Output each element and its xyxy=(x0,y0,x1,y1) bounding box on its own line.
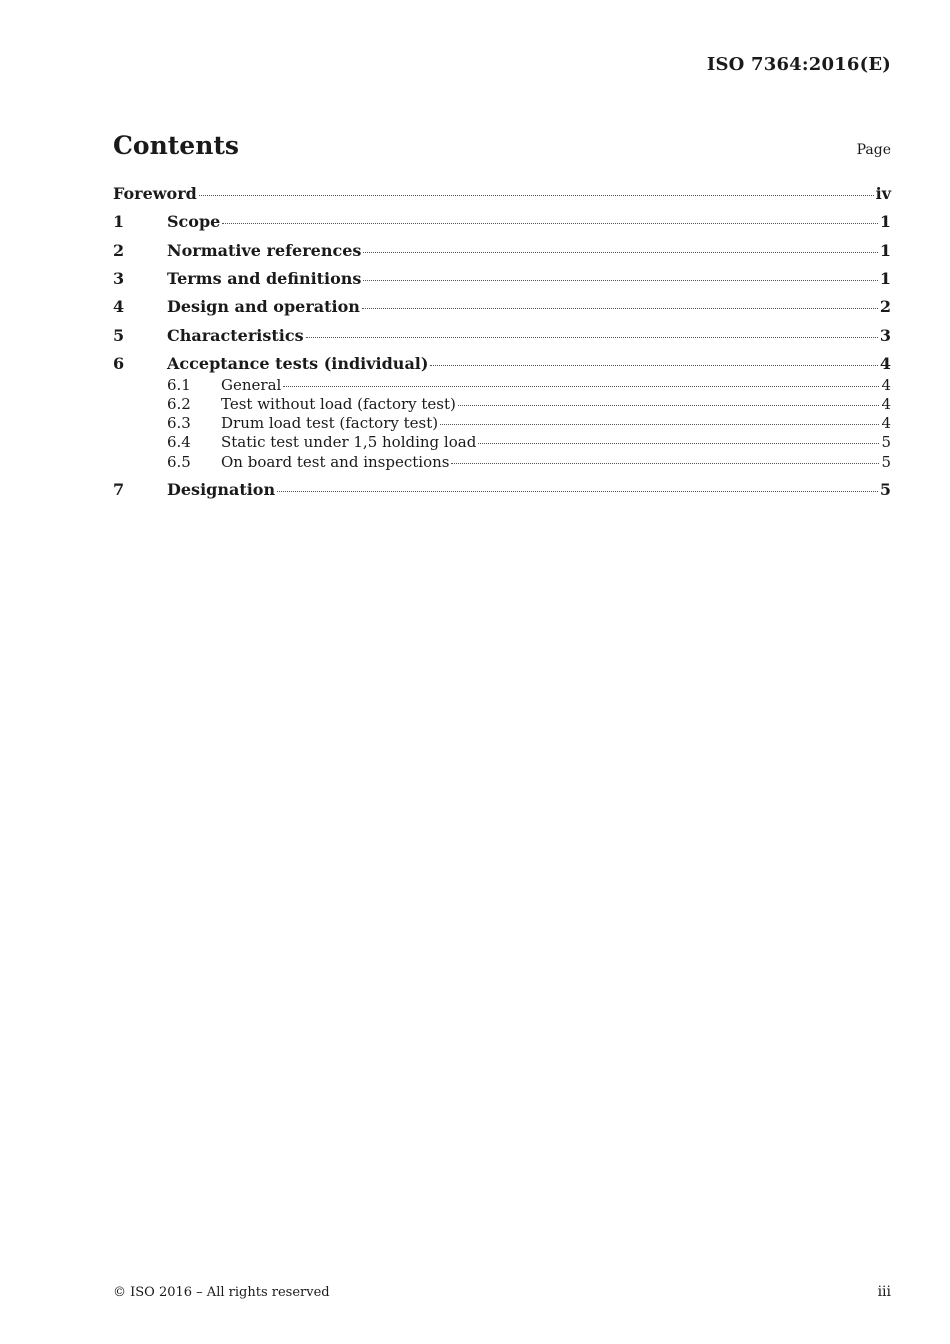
toc-entry-title: Acceptance tests (individual) xyxy=(167,354,429,373)
toc-entry-terms-and-definitions[interactable] xyxy=(113,269,891,288)
toc-entry-number: 6.4 xyxy=(167,433,191,451)
toc-entry-static-test[interactable] xyxy=(113,433,891,451)
toc-entry-number: 3 xyxy=(113,269,125,288)
toc-entry-characteristics[interactable] xyxy=(113,326,891,345)
toc-entry-title: Designation xyxy=(167,480,276,499)
toc-entry-title: Characteristics xyxy=(167,326,304,345)
toc-entry-page: 1 xyxy=(879,269,891,288)
toc-entry-page: 4 xyxy=(881,395,891,413)
document-id: ISO 7364:2016(E) xyxy=(706,54,891,75)
toc-leader-dots xyxy=(440,424,879,425)
page-column-label: Page xyxy=(856,142,891,158)
toc-entry-number: 6.1 xyxy=(167,376,191,394)
toc-entry-page: 1 xyxy=(879,241,891,260)
toc-entry-number: 5 xyxy=(113,326,125,345)
toc-entry-number: 6 xyxy=(113,354,125,373)
toc-entry-title: Drum load test (factory test) xyxy=(221,414,439,432)
toc-leader-dots xyxy=(277,491,878,492)
toc-entry-design-and-operation[interactable] xyxy=(113,297,891,316)
toc-entry-title: Foreword xyxy=(113,184,197,203)
toc-leader-dots xyxy=(283,386,879,387)
toc-entry-title: Test without load (factory test) xyxy=(221,395,456,413)
toc-entry-general[interactable] xyxy=(113,376,891,394)
copyright-notice: © ISO 2016 – All rights reserved xyxy=(113,1285,330,1300)
toc-leader-dots xyxy=(430,365,877,366)
toc-entry-foreword[interactable] xyxy=(113,184,891,203)
toc-leader-dots xyxy=(199,195,874,196)
toc-entry-number: 6.2 xyxy=(167,395,191,413)
contents-title: Contents xyxy=(113,131,240,160)
toc-entry-title: Static test under 1,5 holding load xyxy=(221,433,477,451)
page-number: iii xyxy=(877,1284,891,1300)
toc-entry-designation[interactable] xyxy=(113,480,891,499)
toc-leader-dots xyxy=(363,252,877,253)
toc-entry-test-without-load[interactable] xyxy=(113,395,891,413)
toc-leader-dots xyxy=(363,280,877,281)
toc-entry-number: 4 xyxy=(113,297,125,316)
toc-entry-title: General xyxy=(221,376,282,394)
toc-entry-on-board-test[interactable] xyxy=(113,453,891,471)
toc-entry-page: 4 xyxy=(879,354,891,373)
toc-entry-page: 5 xyxy=(881,453,891,471)
toc-leader-dots xyxy=(478,443,879,444)
toc-entry-page: 1 xyxy=(879,212,891,231)
toc-entry-title: Design and operation xyxy=(167,297,360,316)
toc-entry-acceptance-tests[interactable] xyxy=(113,354,891,373)
toc-entry-number: 7 xyxy=(113,480,125,499)
toc-entry-page: 4 xyxy=(881,414,891,432)
toc-leader-dots xyxy=(451,463,879,464)
toc-entry-number: 6.5 xyxy=(167,453,191,471)
toc-leader-dots xyxy=(458,405,880,406)
toc-entry-title: On board test and inspections xyxy=(221,453,450,471)
toc-entry-scope[interactable] xyxy=(113,212,891,231)
toc-leader-dots xyxy=(306,337,878,338)
toc-entry-title: Normative references xyxy=(167,241,362,260)
toc-entry-title: Terms and definitions xyxy=(167,269,362,288)
toc-leader-dots xyxy=(362,308,878,309)
toc-entry-title: Scope xyxy=(167,212,221,231)
toc-entry-page: iv xyxy=(875,184,891,203)
toc-entry-page: 4 xyxy=(881,376,891,394)
toc-entry-number: 1 xyxy=(113,212,125,231)
toc-entry-page: 5 xyxy=(879,480,891,499)
toc-leader-dots xyxy=(222,223,878,224)
toc-entry-normative-references[interactable] xyxy=(113,241,891,260)
toc-entry-page: 2 xyxy=(879,297,891,316)
toc-entry-number: 2 xyxy=(113,241,125,260)
toc-entry-drum-load-test[interactable] xyxy=(113,414,891,432)
toc-entry-page: 5 xyxy=(881,433,891,451)
toc-entry-page: 3 xyxy=(879,326,891,345)
toc-entry-number: 6.3 xyxy=(167,414,191,432)
